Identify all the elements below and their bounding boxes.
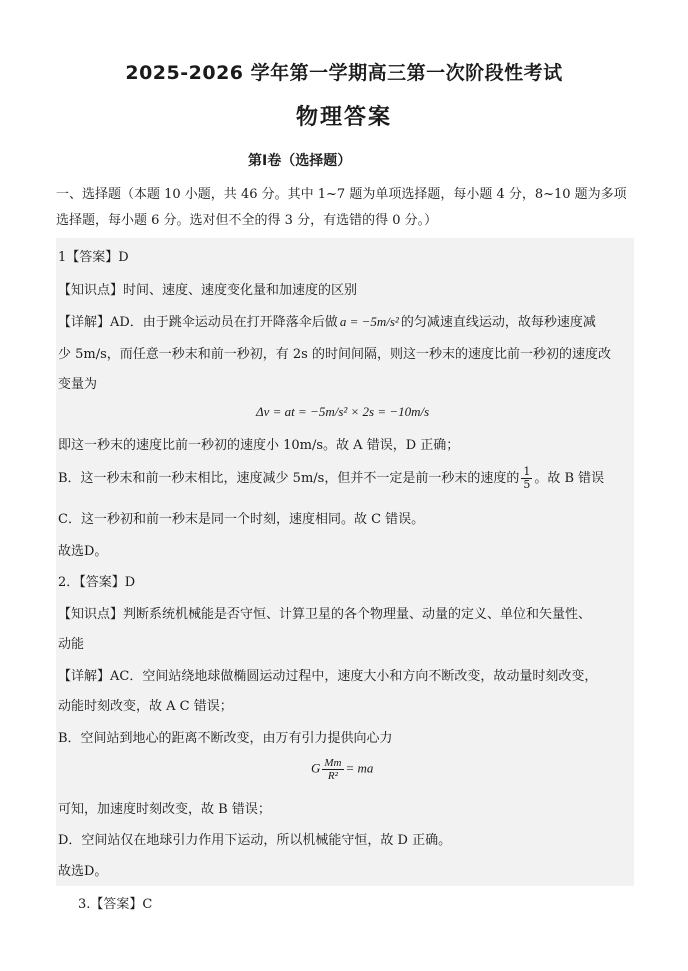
q1-knowledge-point: 【知识点】时间、速度、速度变化量和加速度的区别 [58,283,358,298]
q2-answer: 2．【答案】D [58,575,136,590]
q2-option-b: B．空间站到地心的距离不断改变，由万有引力提供向心力 [58,731,393,746]
q1-detail-line-3: 变量为 [58,377,98,392]
q2-knowledge-point-2: 动能 [58,637,85,652]
q1-fraction [521,466,532,491]
q2-after-equation: 可知，加速度时刻改变，故 B 错误； [58,802,271,817]
q1-option-c: C．这一秒初和前一秒末是同一个时刻，速度相同。故 C 错误。 [58,512,425,527]
q1-answer: 1【答案】D [58,250,129,265]
instructions-paragraph: 一、选择题（本题 10 小题，共 46 分。其中 1~7 题为单项选择题，每小题 4 分，8~10 题为多项选择题，每小题 6 分。选对但不全的得 3 分，有选错的得 0 分。） [56,187,627,228]
q1-fraction-den: 5 [523,478,531,491]
q1-option-b-tail: 。故 B 错误 [534,471,605,486]
q2-option-d: D．空间站仅在地球引力作用下运动，所以机械能守恒，故 D 正确。 [58,833,452,848]
q2-detail-line-2: 动能时刻改变，故 A C 错误； [58,699,233,714]
q1-detail-text: 【详解】AD．由于跳伞运动员在打开降落伞后做 [58,315,338,330]
q1-accel-formula: a = −5m/s² [339,314,399,329]
q1-fraction-num: 1 [523,465,531,478]
q1-option-b [58,466,604,491]
q1-detail-line-1 [58,311,596,330]
section-heading: 第Ⅰ卷（选择题） [248,153,352,169]
q2-eq-g: G [311,760,321,776]
q1-option-b-text: B．这一秒末和前一秒末相比，速度减少 5m/s，但并不一定是前一秒末的速度的 [58,471,520,486]
q2-detail-line-1: 【详解】AC．空间站绕地球做椭圆运动过程中，速度大小和方向不断改变，故动量时刻改变， [58,669,598,684]
q1-velocity-equation: Δv = at = −5m/s² × 2s = −10m/s [256,404,430,419]
q1-after-equation: 即这一秒末的速度比前一秒初的速度小 10m/s。故 A 错误，D 正确； [58,438,460,453]
exam-title: 2025-2026 学年第一学期高三第一次阶段性考试 [125,62,563,84]
q2-eq-num: Mm [324,757,342,769]
q2-knowledge-point-1: 【知识点】判断系统机械能是否守恒、计算卫星的各个物理量、动量的定义、单位和矢量性、 [58,607,592,622]
q2-eq-fraction [322,757,343,782]
q2-eq-tail: = ma [345,760,374,776]
answer-block-background [56,238,634,886]
answer-subtitle: 物理答案 [295,105,392,130]
q2-eq-den: R² [327,770,338,782]
q2-conclusion: 故选D。 [58,864,108,879]
q1-detail-line-2: 少 5m/s，而任意一秒末和前一秒初，有 2s 的时间间隔，则这一秒末的速度比前一秒初的速度改 [58,347,611,362]
q1-conclusion: 故选D。 [58,544,108,559]
q2-gravity-equation [311,757,373,782]
q1-detail-tail: 的匀减速直线运动，故每秒速度减 [400,315,596,330]
q3-answer: 3.【答案】C [78,897,153,912]
